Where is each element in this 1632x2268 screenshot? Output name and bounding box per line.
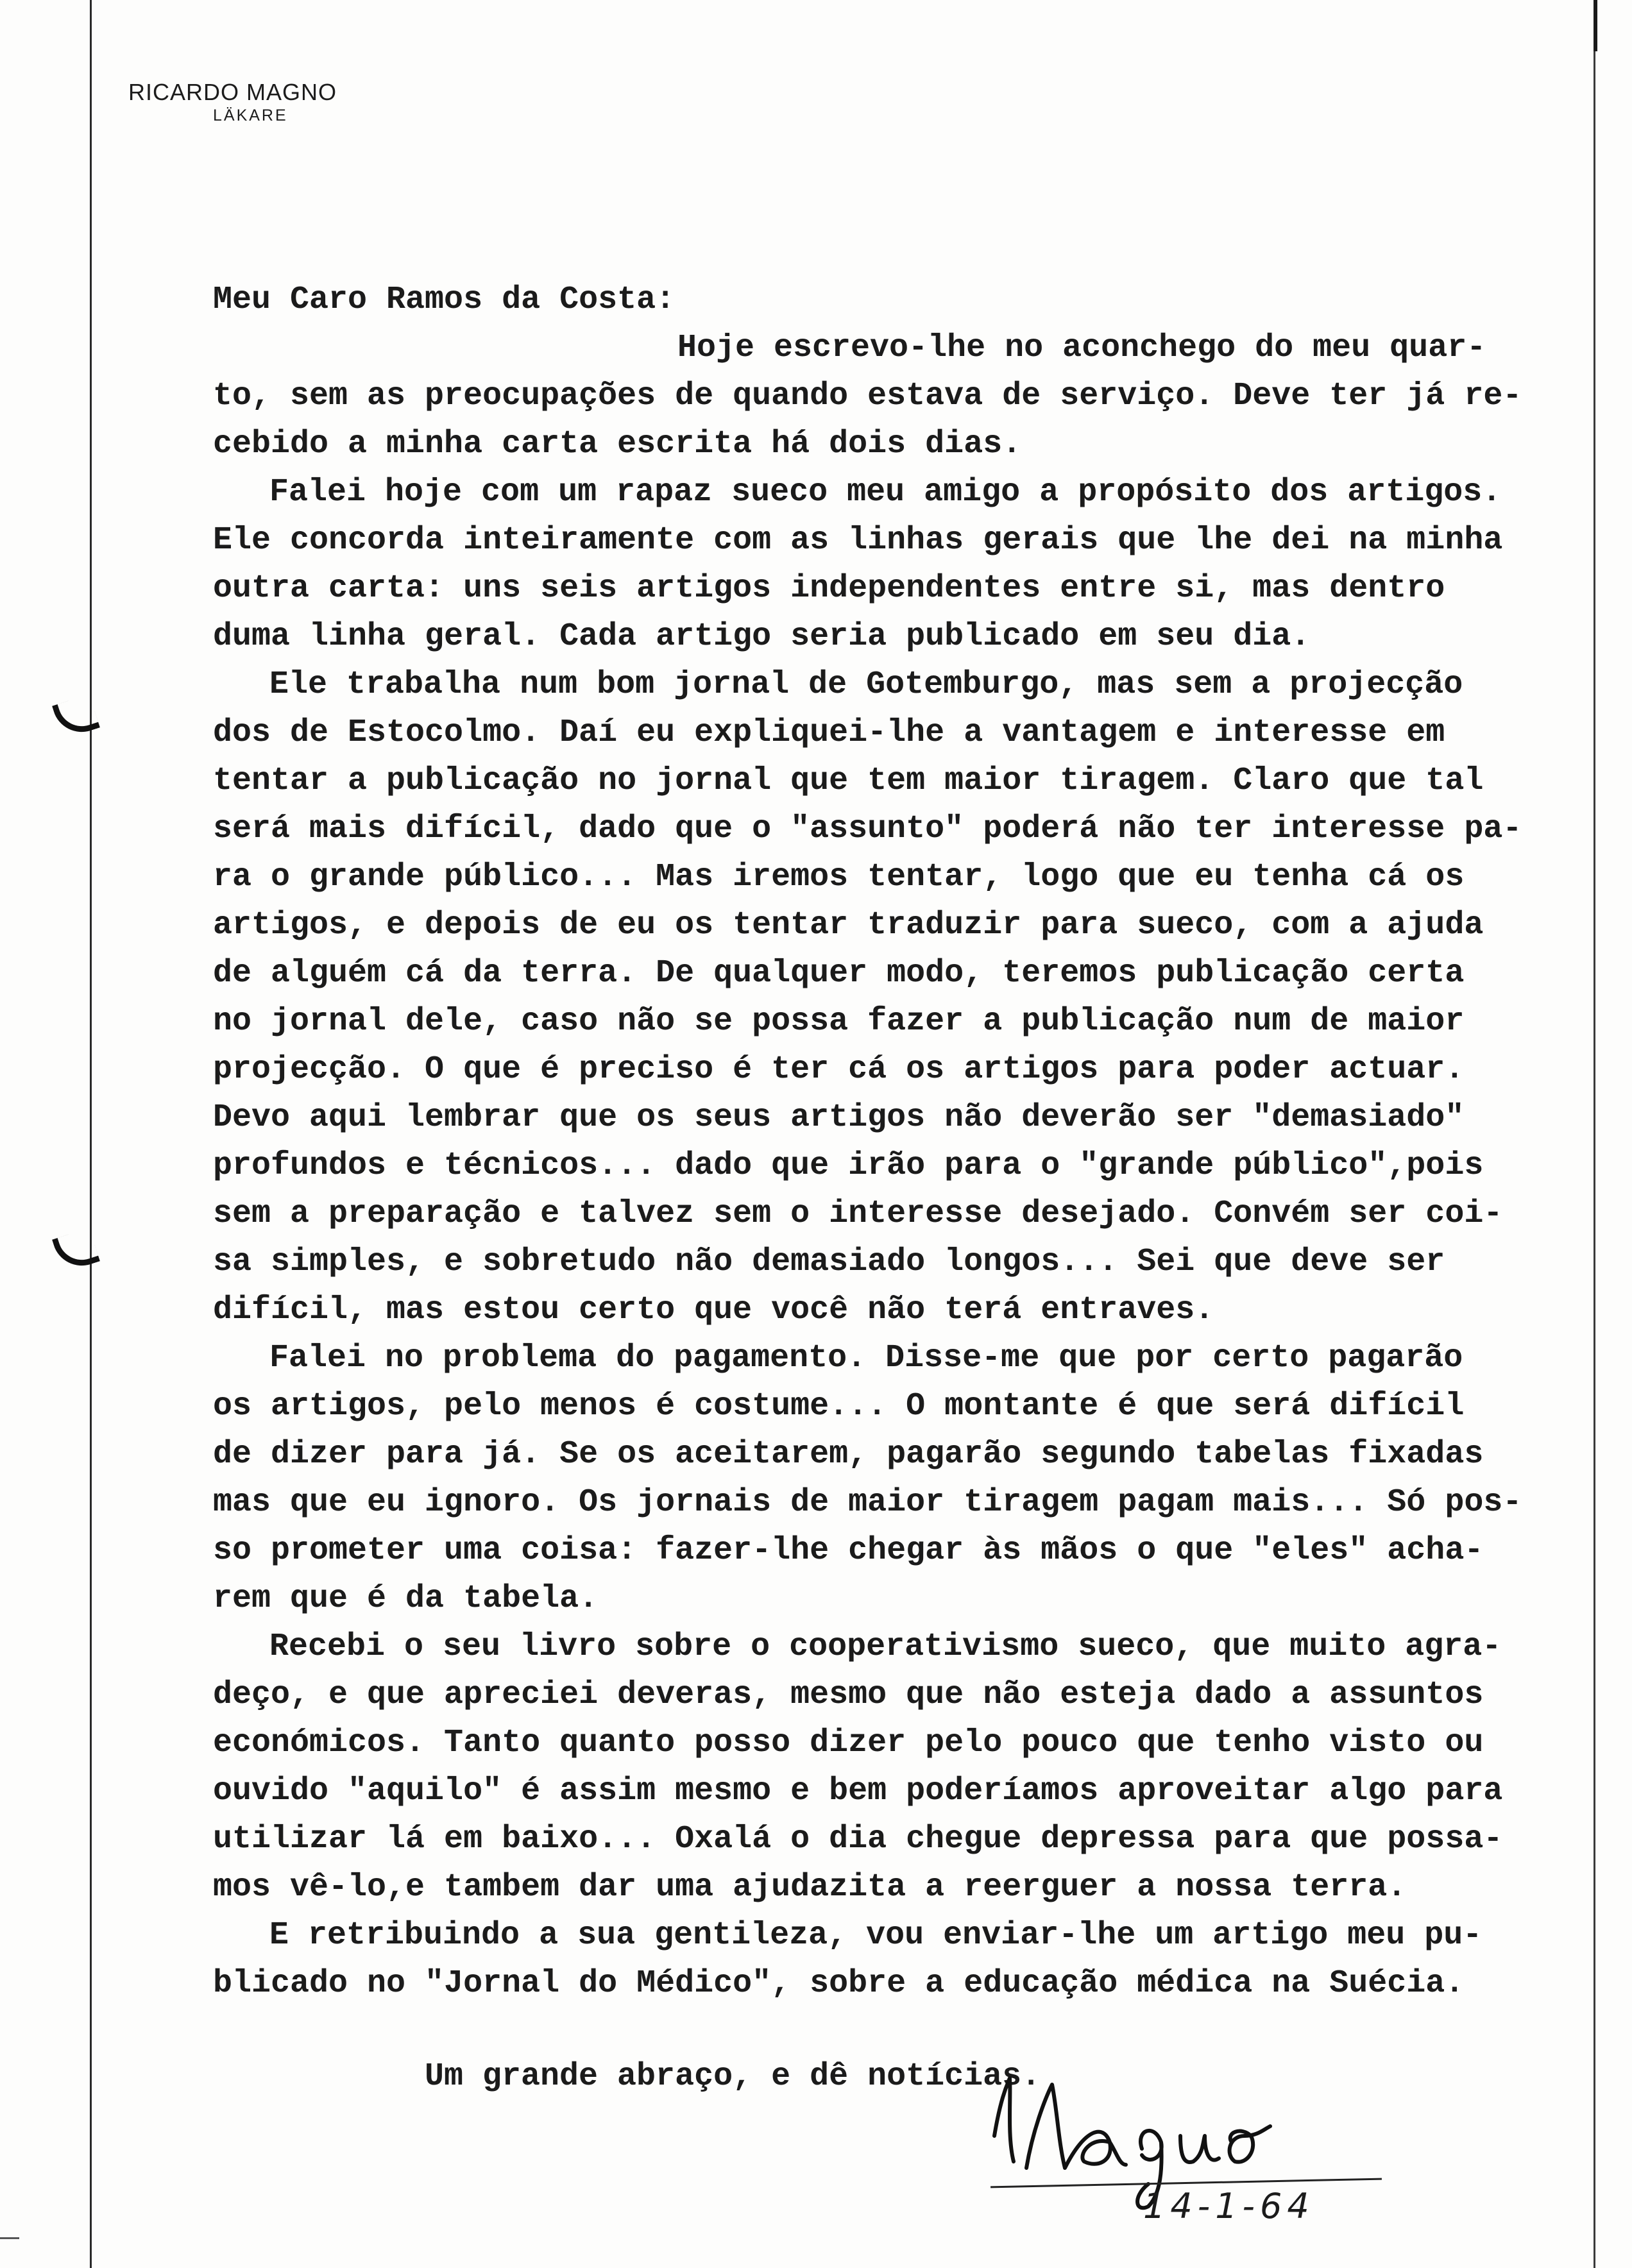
letter-line: deço, e que apreciei deveras, mesmo que não esteja dado a assuntos — [213, 1677, 1484, 1713]
page-edge-right-top — [1594, 0, 1597, 51]
closing-line: Um grande abraço, e dê notícias. — [425, 2058, 1041, 2095]
letter-line: de dizer para já. Se os aceitarem, pagarão segundo tabelas fixadas — [213, 1436, 1484, 1473]
letterhead — [128, 78, 337, 124]
letter-body — [213, 276, 1522, 2101]
letter-line: Recebi o seu livro sobre o cooperativismo sueco, que muito agra- — [269, 1629, 1502, 1665]
letter-line: será mais difícil, dado que o "assunto" poderá não ter interesse pa- — [213, 811, 1522, 847]
letter-line: difícil, mas estou certo que você não terá entraves. — [213, 1292, 1214, 1328]
binder-hole-mark-lower — [52, 1228, 100, 1273]
letterhead-name: RICARDO MAGNO — [128, 79, 337, 105]
letter-line: dos de Estocolmo. Daí eu expliquei-lhe a vantagem e interesse em — [213, 715, 1445, 751]
letter-line: no jornal dele, caso não se possa fazer a publicação num de maior — [213, 1003, 1465, 1040]
binder-hole-mark-upper — [52, 694, 100, 740]
letter-line: duma linha geral. Cada artigo seria publicado em seu dia. — [213, 618, 1311, 655]
letter-line: Falei hoje com um rapaz sueco meu amigo a propósito dos artigos. — [269, 474, 1502, 511]
letter-line: Hoje escrevo-lhe no aconchego do meu quar- — [677, 330, 1486, 366]
letter-line: de alguém cá da terra. De qualquer modo, teremos publicação certa — [213, 955, 1465, 992]
letter-line: to, sem as preocupações de quando estava de serviço. Deve ter já re- — [213, 378, 1522, 414]
letterhead-profession: LÄKARE — [213, 106, 288, 124]
letter-line: económicos. Tanto quanto posso dizer pelo pouco que tenho visto ou — [213, 1725, 1484, 1761]
letter-text-lines — [213, 324, 1522, 2008]
letter-line: so prometer uma coisa: fazer-lhe chegar às mãos o que "eles" acha- — [213, 1532, 1484, 1569]
letter-line: ouvido "aquilo" é assim mesmo e bem poderíamos aproveitar algo para — [213, 1773, 1503, 1809]
signature-date: 14-1-64 — [1143, 2186, 1314, 2226]
page-edge-bottom-left — [0, 2237, 19, 2239]
page-edge-left — [90, 0, 92, 2268]
letter-line: utilizar lá em baixo... Oxalá o dia chegue depressa para que possa- — [213, 1821, 1503, 1858]
letter-line: mas que eu ignoro. Os jornais de maior tiragem pagam mais... Só pos- — [213, 1484, 1522, 1521]
letter-line: ra o grande público... Mas iremos tentar, logo que eu tenha cá os — [213, 859, 1465, 895]
letter-line: sem a preparação e talvez sem o interesse desejado. Convém ser coi- — [213, 1196, 1503, 1232]
letter-line: tentar a publicação no jornal que tem maior tiragem. Claro que tal — [213, 763, 1484, 799]
letter-line: Ele concorda inteiramente com as linhas gerais que lhe dei na minha — [213, 522, 1503, 559]
letter-line: blicado no "Jornal do Médico", sobre a educação médica na Suécia. — [213, 1965, 1465, 2002]
letter-line: os artigos, pelo menos é costume... O montante é que será difícil — [213, 1388, 1465, 1425]
letter-line: Devo aqui lembrar que os seus artigos não deverão ser "demasiado" — [213, 1099, 1465, 1136]
letter-line: artigos, e depois de eu os tentar traduzir para sueco, com a ajuda — [213, 907, 1484, 944]
letter-line: projecção. O que é preciso é ter cá os artigos para poder actuar. — [213, 1051, 1465, 1088]
salutation: Meu Caro Ramos da Costa: — [213, 282, 676, 318]
letter-line: profundos e técnicos... dado que irão para o "grande público",pois — [213, 1147, 1484, 1184]
letter-line: cebido a minha carta escrita há dois dias. — [213, 426, 1022, 462]
letter-line: E retribuindo a sua gentileza, vou enviar-lhe um artigo meu pu- — [269, 1917, 1483, 1954]
letter-line: mos vê-lo,e tambem dar uma ajudazita a reerguer a nossa terra. — [213, 1869, 1407, 1906]
letter-line: outra carta: uns seis artigos independentes entre si, mas dentro — [213, 570, 1445, 607]
letter-line: Ele trabalha num bom jornal de Gotemburgo, mas sem a projecção — [269, 666, 1463, 703]
letter-line: sa simples, e sobretudo não demasiado longos... Sei que deve ser — [213, 1244, 1445, 1280]
letter-line: rem que é da tabela. — [213, 1580, 599, 1617]
page-edge-right — [1594, 0, 1595, 2268]
letter-line: Falei no problema do pagamento. Disse-me que por certo pagarão — [269, 1340, 1463, 1376]
